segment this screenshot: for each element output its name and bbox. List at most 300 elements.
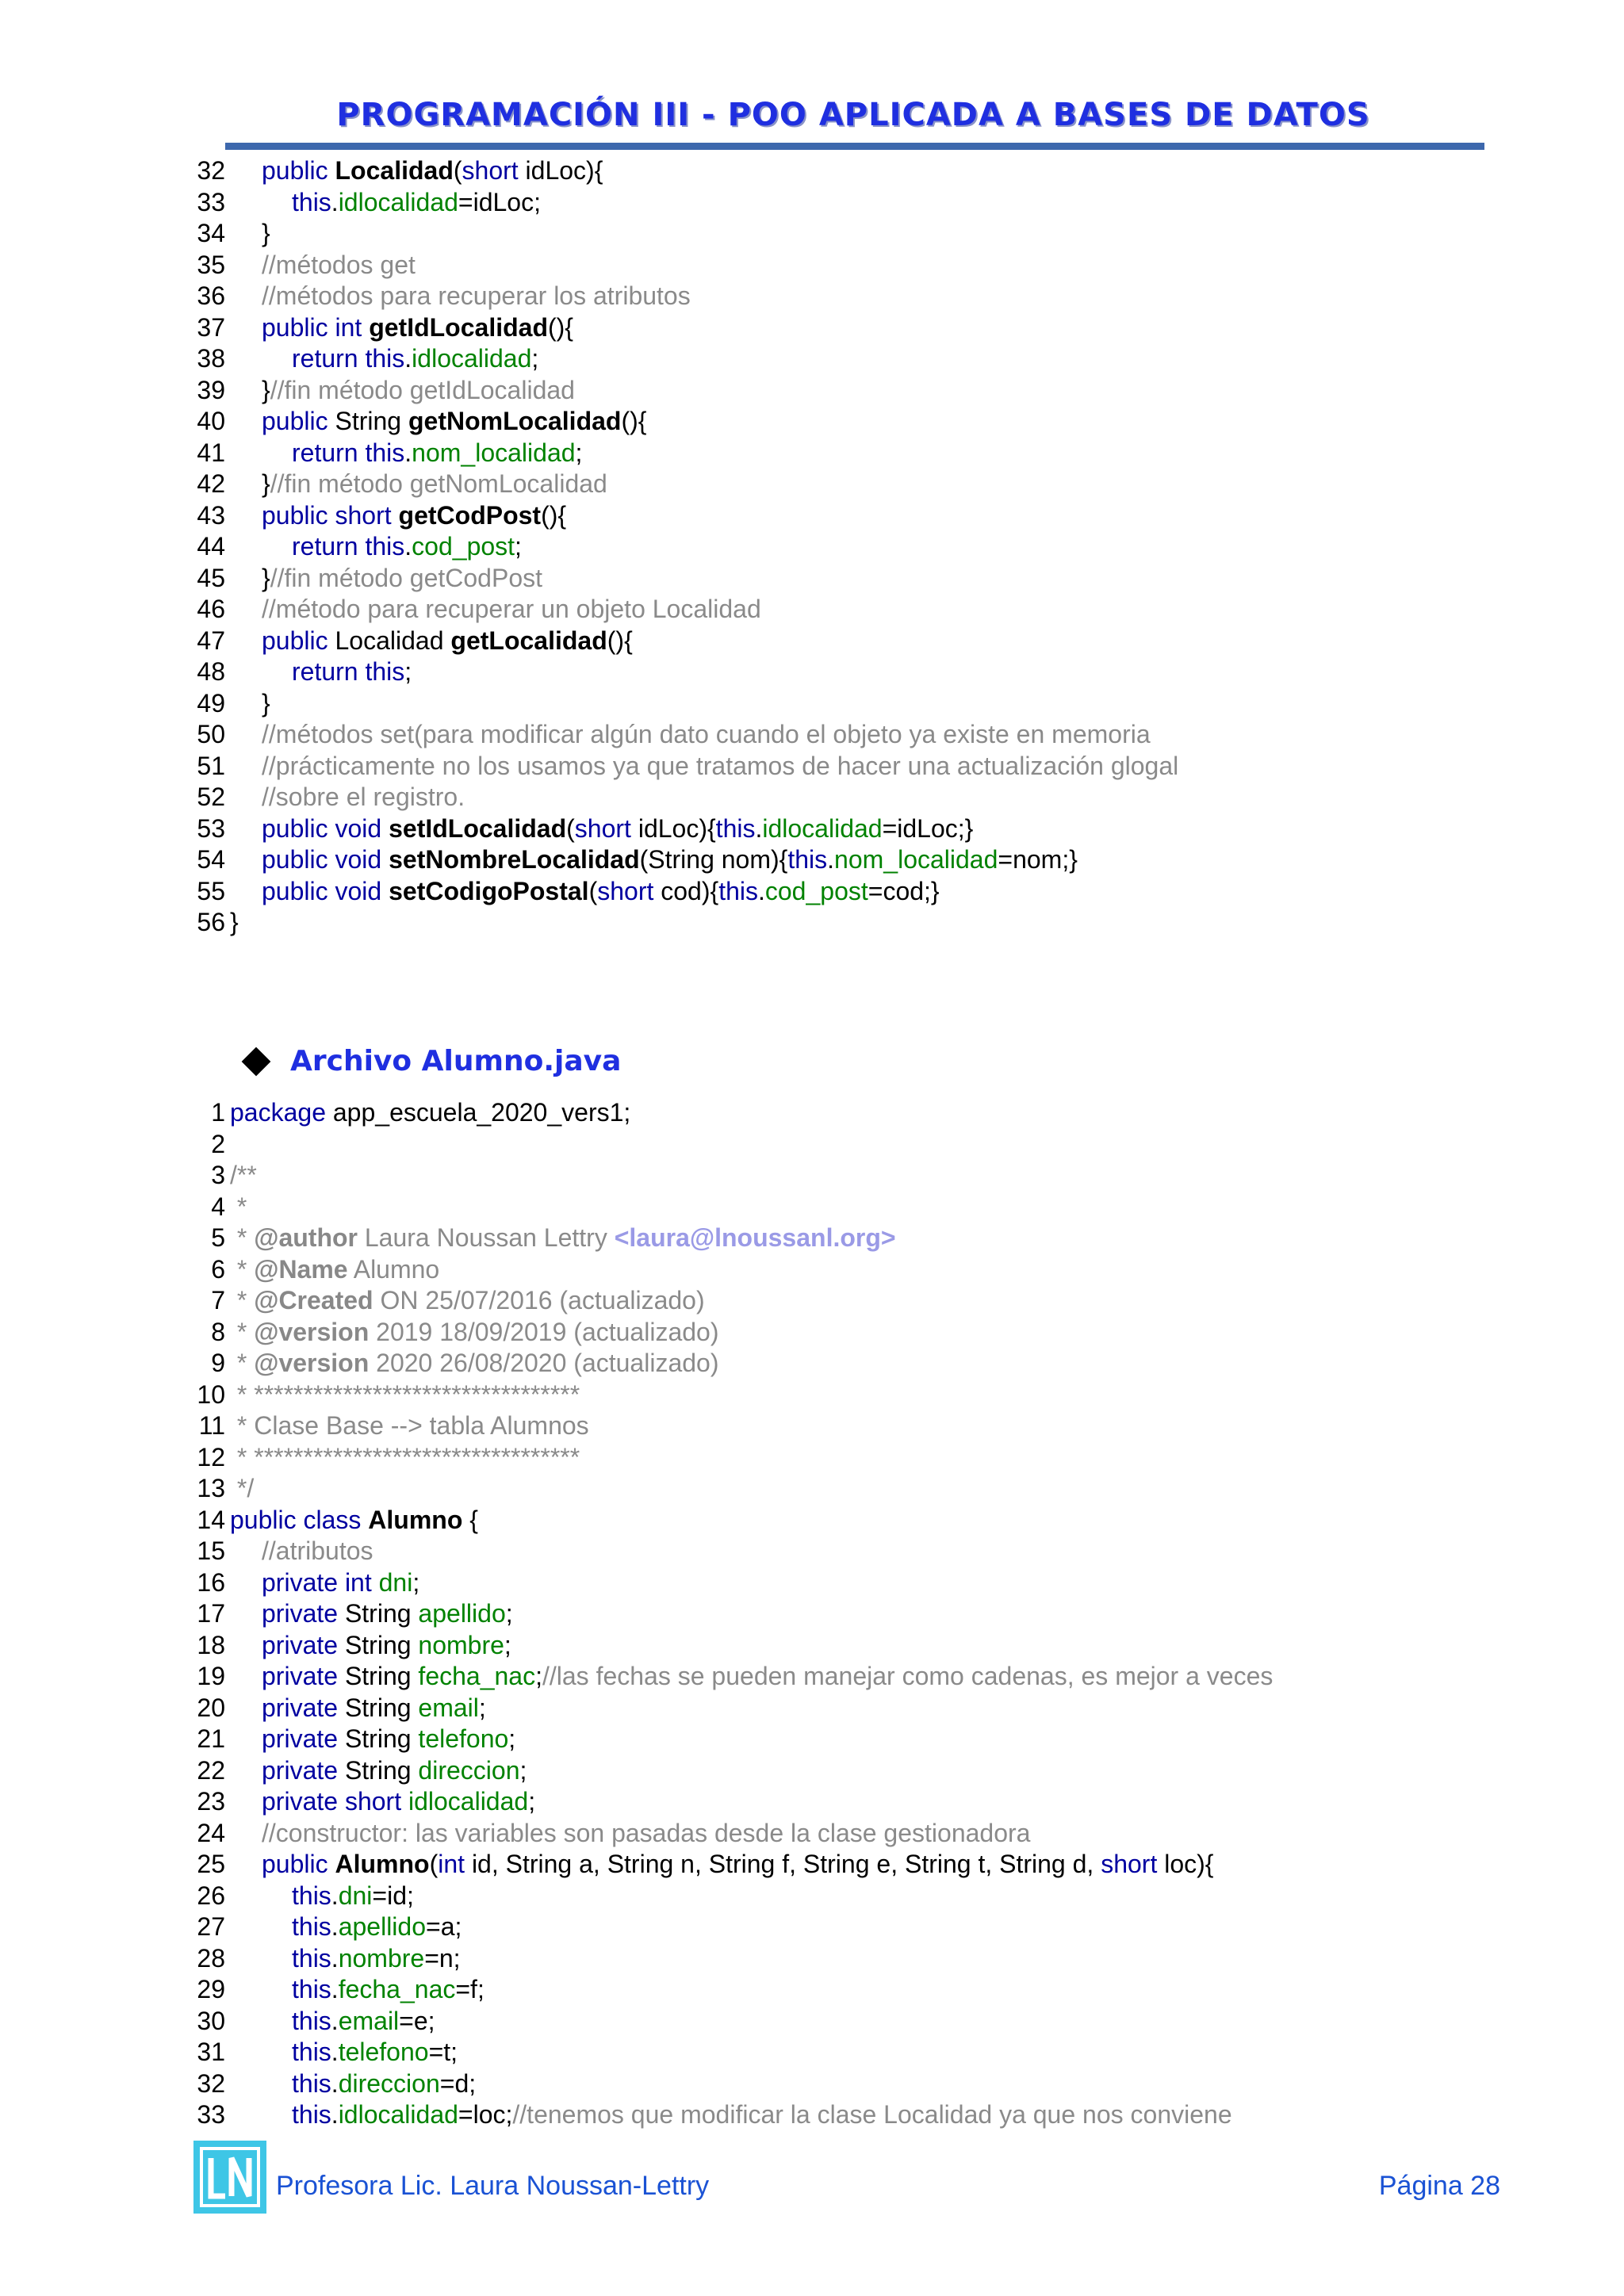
code-token: public void (262, 876, 389, 905)
code-token: app_escuela_2020_vers1; (332, 1098, 631, 1127)
code-text (262, 1598, 513, 1630)
code-text (262, 281, 691, 312)
line-number: 7 (211, 1286, 225, 1314)
line-number: 35 (197, 250, 225, 279)
line-number: 40 (197, 407, 225, 435)
code-token: telefono (418, 1724, 509, 1753)
code-line (190, 343, 539, 375)
code-text (262, 375, 575, 407)
code-line (190, 844, 1078, 876)
code-token: this (292, 1881, 331, 1910)
code-text (262, 594, 761, 626)
code-line (190, 500, 567, 532)
code-line (190, 531, 522, 563)
code-token: getCodPost (398, 500, 542, 530)
section-heading (246, 1045, 621, 1077)
code-line (190, 1630, 511, 1662)
code-token: direccion (418, 1755, 520, 1785)
code-line (190, 1317, 719, 1349)
line-number: 18 (197, 1630, 225, 1659)
code-token: * Clase Base --> tabla Alumnos (230, 1411, 589, 1440)
line-number: 33 (197, 187, 225, 216)
code-token: } (230, 908, 239, 936)
code-token: public int (262, 312, 370, 342)
code-line (190, 1849, 1214, 1881)
code-text (292, 343, 538, 375)
code-token: ; (575, 438, 583, 467)
code-token: * ********************************* (230, 1380, 580, 1409)
code-token: //sobre el registro. (262, 783, 465, 811)
code-token: public short (262, 500, 399, 530)
code-token: =loc; (458, 2100, 513, 2129)
code-line (190, 1192, 247, 1223)
code-text (262, 218, 270, 250)
code-token: cod_post (764, 876, 868, 905)
code-token: apellido (338, 1912, 426, 1941)
code-token: idlocalidad (412, 344, 532, 373)
code-token: private (262, 1599, 345, 1628)
code-token: email (338, 2006, 400, 2035)
code-token: . (827, 845, 835, 874)
code-token: . (757, 876, 765, 905)
code-token: //métodos para recuperar los atributos (262, 281, 691, 310)
code-line (190, 2006, 435, 2038)
line-number: 37 (197, 312, 225, 342)
code-text (262, 500, 566, 532)
code-line (190, 1974, 485, 2006)
line-number: 38 (197, 344, 225, 373)
line-number: 41 (197, 438, 225, 467)
code-token: this (292, 1943, 331, 1973)
code-line (190, 688, 270, 720)
code-text (230, 1442, 580, 1474)
line-number: 56 (197, 908, 225, 936)
code-token: idlocalidad (338, 187, 458, 216)
code-text (262, 813, 973, 845)
code-line (190, 438, 583, 469)
code-text (230, 1097, 630, 1129)
code-token: . (331, 1943, 339, 1973)
code-line (190, 1536, 373, 1567)
code-token: * (230, 1317, 255, 1346)
line-number: 17 (197, 1599, 225, 1628)
code-token: idlocalidad (338, 2100, 458, 2129)
code-line (190, 656, 412, 688)
code-token: =t; (428, 2038, 458, 2066)
code-token: idlocalidad (408, 1787, 529, 1816)
code-token: Localidad (335, 626, 451, 655)
code-token: @Name (254, 1254, 348, 1284)
code-token: public void (262, 813, 389, 843)
line-number: 27 (197, 1912, 225, 1941)
code-token: =n; (424, 1943, 461, 1973)
code-token: telefono (338, 2038, 429, 2066)
code-token: nombre (338, 1943, 425, 1973)
code-token: this (292, 2038, 331, 2066)
code-text (292, 2068, 476, 2100)
code-token: =e; (399, 2006, 435, 2035)
code-text (262, 250, 416, 281)
code-token: short (574, 813, 638, 843)
line-number: 55 (197, 876, 225, 905)
code-line (190, 312, 573, 344)
code-token: idLoc){ (525, 156, 603, 185)
code-token: public void (262, 845, 389, 874)
code-line (190, 907, 239, 939)
code-text (230, 1192, 247, 1223)
line-number: 32 (197, 2068, 225, 2098)
code-token: (){ (547, 312, 573, 342)
line-number: 20 (197, 1693, 225, 1722)
code-token: Alumno (347, 1254, 440, 1284)
code-line (190, 1410, 589, 1442)
code-line (190, 2037, 458, 2068)
code-token: public class (230, 1505, 369, 1534)
code-token: ; (504, 1630, 511, 1659)
code-token: } (262, 563, 270, 592)
code-line (190, 375, 575, 407)
code-text (262, 688, 270, 720)
code-token: 2020 26/08/2020 (actualizado) (369, 1349, 719, 1377)
header-divider (225, 143, 1484, 150)
code-text (230, 1505, 478, 1536)
code-text (262, 1818, 1030, 1850)
code-text (262, 626, 633, 657)
code-token: ; (515, 532, 522, 561)
code-line (190, 1724, 516, 1755)
code-token: =nom;} (998, 845, 1078, 874)
code-token: return this (292, 344, 405, 373)
code-token: ( (453, 156, 462, 185)
code-token: . (331, 2006, 339, 2035)
code-token: =idLoc; (458, 187, 541, 216)
code-token: //método para recuperar un objeto Localidad (262, 595, 761, 623)
line-number: 22 (197, 1755, 225, 1785)
code-token: =idLoc;} (882, 813, 974, 843)
code-token: return this (292, 657, 405, 686)
code-token: ; (531, 344, 539, 373)
code-token: this (787, 845, 828, 874)
code-token: String (344, 1693, 419, 1722)
code-text (262, 155, 603, 187)
code-text (230, 1223, 896, 1254)
code-token: . (331, 1912, 339, 1941)
code-token: package (230, 1098, 333, 1127)
line-number: 13 (197, 1474, 225, 1502)
code-token: //métodos get (262, 250, 416, 279)
code-token: this (718, 876, 758, 905)
code-text (292, 438, 582, 469)
line-number: 23 (197, 1787, 225, 1816)
code-token: * (230, 1349, 255, 1377)
code-text (262, 1661, 1273, 1693)
code-token: */ (230, 1474, 255, 1502)
code-line (190, 876, 940, 908)
code-token: private (262, 1724, 345, 1753)
code-token: ; (478, 1693, 486, 1722)
code-token: /** (230, 1161, 257, 1189)
page-header-title: PROGRAMACIÓN III - POO APLICADA A BASES DE DATOS (336, 97, 1370, 133)
code-token: =d; (439, 2068, 477, 2098)
code-token: private short (262, 1787, 408, 1816)
code-line (190, 1661, 1274, 1693)
code-token: nombre (418, 1630, 504, 1659)
code-token: } (262, 469, 270, 498)
code-token: String (335, 407, 408, 435)
code-token: String (344, 1630, 419, 1659)
code-token: //prácticamente no los usamos ya que tratamos de hacer una actualización glogal (262, 751, 1179, 780)
line-number: 44 (197, 532, 225, 561)
code-line (190, 1598, 513, 1630)
code-token: * (230, 1223, 255, 1252)
code-token: } (262, 375, 270, 404)
code-line (190, 469, 607, 500)
code-text (230, 1410, 589, 1442)
section-heading-label: Archivo Alumno.java (290, 1045, 622, 1077)
code-line (190, 1755, 527, 1787)
code-token: @author (254, 1223, 358, 1252)
code-token: (){ (607, 626, 633, 655)
code-text (262, 469, 607, 500)
code-token: return this (292, 438, 405, 467)
line-number: 31 (197, 2038, 225, 2066)
line-number: 54 (197, 845, 225, 874)
code-token: private (262, 1755, 345, 1785)
code-line (190, 1380, 580, 1411)
code-text (292, 2006, 435, 2038)
code-token: idLoc){ (638, 813, 716, 843)
code-line (190, 626, 633, 657)
code-token: //fin método getCodPost (270, 563, 542, 592)
code-token: * (230, 1192, 247, 1221)
code-token: public (262, 1850, 335, 1878)
code-token: } (262, 219, 270, 247)
code-text (262, 1693, 486, 1724)
code-text (292, 1881, 414, 1912)
code-token: { (462, 1505, 478, 1534)
code-token: fecha_nac (418, 1662, 536, 1690)
code-line (190, 1881, 414, 1912)
code-token: nom_localidad (834, 845, 998, 874)
code-token: . (404, 344, 412, 373)
code-line (190, 1097, 631, 1129)
code-text (262, 1567, 419, 1599)
code-text (230, 907, 239, 939)
code-token: private (262, 1693, 345, 1722)
code-line (190, 218, 270, 250)
code-token: //fin método getIdLocalidad (270, 375, 575, 404)
code-line (190, 1818, 1031, 1850)
code-token: . (331, 187, 339, 216)
code-line (190, 813, 974, 845)
code-token: String (344, 1662, 419, 1690)
line-number: 32 (197, 156, 225, 185)
code-text (230, 1348, 718, 1380)
code-text (292, 1943, 461, 1975)
code-token: direccion (338, 2068, 440, 2098)
code-token: ON 25/07/2016 (actualizado) (373, 1286, 705, 1314)
line-number: 39 (197, 375, 225, 404)
code-token: private int (262, 1567, 379, 1597)
line-number: 36 (197, 281, 225, 310)
code-line (190, 1348, 719, 1380)
code-token: ; (528, 1787, 536, 1816)
code-token: getNomLocalidad (408, 407, 622, 435)
code-text (262, 563, 542, 595)
line-number: 30 (197, 2006, 225, 2035)
code-text (262, 1536, 373, 1567)
code-line (190, 1693, 486, 1724)
code-token: dni (338, 1881, 373, 1910)
line-number: 9 (211, 1349, 225, 1377)
line-number: 16 (197, 1567, 225, 1597)
line-number: 53 (197, 813, 225, 843)
code-token: =a; (426, 1912, 462, 1941)
code-line (190, 250, 416, 281)
code-line (190, 187, 541, 219)
code-text (262, 1786, 535, 1818)
code-token: idlocalidad (762, 813, 883, 843)
code-line (190, 1160, 257, 1192)
code-token: email (418, 1693, 479, 1722)
code-token: @Created (254, 1286, 373, 1314)
code-token: } (262, 688, 270, 718)
code-token: cod_post (412, 532, 515, 561)
code-token: id, String a, String n, String f, String e, String t, String d, (471, 1850, 1101, 1878)
code-listing-localidad (190, 155, 1179, 939)
code-token: cod){ (661, 876, 719, 905)
code-token: loc){ (1164, 1850, 1214, 1878)
code-token: public (262, 156, 335, 185)
code-token: (String nom){ (639, 845, 788, 874)
code-token: . (404, 438, 412, 467)
code-token: int (438, 1850, 472, 1878)
code-token: ( (588, 876, 598, 905)
code-token: setCodigoPostal (389, 876, 589, 905)
code-line (190, 281, 691, 312)
code-token: String (344, 1599, 419, 1628)
code-token: //las fechas se pueden manejar como cadenas, es mejor a veces (542, 1662, 1274, 1690)
code-token: this (292, 2006, 331, 2035)
code-token: short (597, 876, 661, 905)
code-line (190, 1911, 462, 1943)
code-token: Localidad (335, 156, 454, 185)
line-number: 6 (211, 1254, 225, 1284)
code-text (262, 1630, 511, 1662)
line-number: 12 (197, 1442, 225, 1471)
code-token: String (344, 1755, 419, 1785)
code-token: (){ (621, 407, 647, 435)
code-line (190, 1129, 225, 1161)
code-token: =cod;} (868, 876, 940, 905)
code-token: * ********************************* (230, 1442, 580, 1471)
line-number: 45 (197, 563, 225, 592)
code-text (230, 1160, 257, 1192)
code-token: ; (404, 657, 412, 686)
line-number: 2 (211, 1129, 225, 1158)
line-number: 49 (197, 688, 225, 718)
code-token: this (292, 2068, 331, 2098)
code-token: apellido (418, 1599, 506, 1628)
code-token: nom_localidad (412, 438, 576, 467)
code-line (190, 1285, 705, 1317)
code-line (190, 751, 1179, 783)
line-number: 34 (197, 219, 225, 247)
code-listing-alumno (190, 1097, 1274, 2131)
code-token: private (262, 1662, 345, 1690)
code-line (190, 782, 465, 813)
code-text (262, 1755, 527, 1787)
code-token: private (262, 1630, 345, 1659)
code-line (190, 2099, 1232, 2131)
line-number: 5 (211, 1223, 225, 1252)
code-text (292, 187, 541, 219)
code-token: =id; (372, 1881, 414, 1910)
code-text (262, 1724, 515, 1755)
code-token: setIdLocalidad (389, 813, 567, 843)
code-token: getIdLocalidad (369, 312, 548, 342)
line-number: 26 (197, 1881, 225, 1910)
line-number: 1 (211, 1098, 225, 1127)
line-number: 24 (197, 1818, 225, 1847)
code-token: . (331, 2038, 339, 2066)
line-number: 11 (198, 1411, 225, 1440)
code-text (230, 1254, 439, 1286)
code-text (262, 719, 1151, 751)
code-line (190, 1786, 536, 1818)
code-token: . (331, 2100, 339, 2129)
code-token: ( (566, 813, 575, 843)
code-token: . (404, 532, 412, 561)
code-line (190, 1943, 461, 1975)
code-line (190, 155, 603, 187)
code-token: this (715, 813, 756, 843)
code-line (190, 406, 647, 438)
code-text (262, 1849, 1213, 1881)
code-token: //atributos (262, 1536, 373, 1565)
code-token: //tenemos que modificar la clase Localidad ya que nos conviene (512, 2100, 1232, 2129)
code-token: 2019 18/09/2019 (actualizado) (369, 1317, 719, 1346)
line-number: 28 (197, 1943, 225, 1973)
line-number: 48 (197, 657, 225, 686)
line-number: 43 (197, 500, 225, 530)
code-line (190, 563, 542, 595)
line-number: 14 (197, 1505, 225, 1534)
code-text (292, 1974, 485, 2006)
code-line (190, 719, 1151, 751)
code-token: fecha_nac (338, 1975, 456, 2003)
code-token: ; (412, 1567, 420, 1597)
code-token: setNombreLocalidad (389, 845, 640, 874)
code-line (190, 1254, 440, 1286)
line-number: 52 (197, 783, 225, 811)
code-token: * (230, 1254, 255, 1284)
code-text (292, 2099, 1232, 2131)
code-token: Alumno (335, 1850, 430, 1878)
line-number: 29 (197, 1975, 225, 2003)
code-token: @version (254, 1349, 370, 1377)
code-line (190, 1223, 896, 1254)
code-line (190, 1505, 478, 1536)
code-token: . (331, 1975, 339, 2003)
logo-icon (193, 2141, 266, 2214)
code-token: Laura Noussan Lettry (357, 1223, 615, 1252)
code-token: short (1101, 1850, 1165, 1878)
code-token: dni (378, 1567, 413, 1597)
code-token: @version (254, 1317, 370, 1346)
code-token: this (292, 1975, 331, 2003)
line-number: 33 (197, 2100, 225, 2129)
